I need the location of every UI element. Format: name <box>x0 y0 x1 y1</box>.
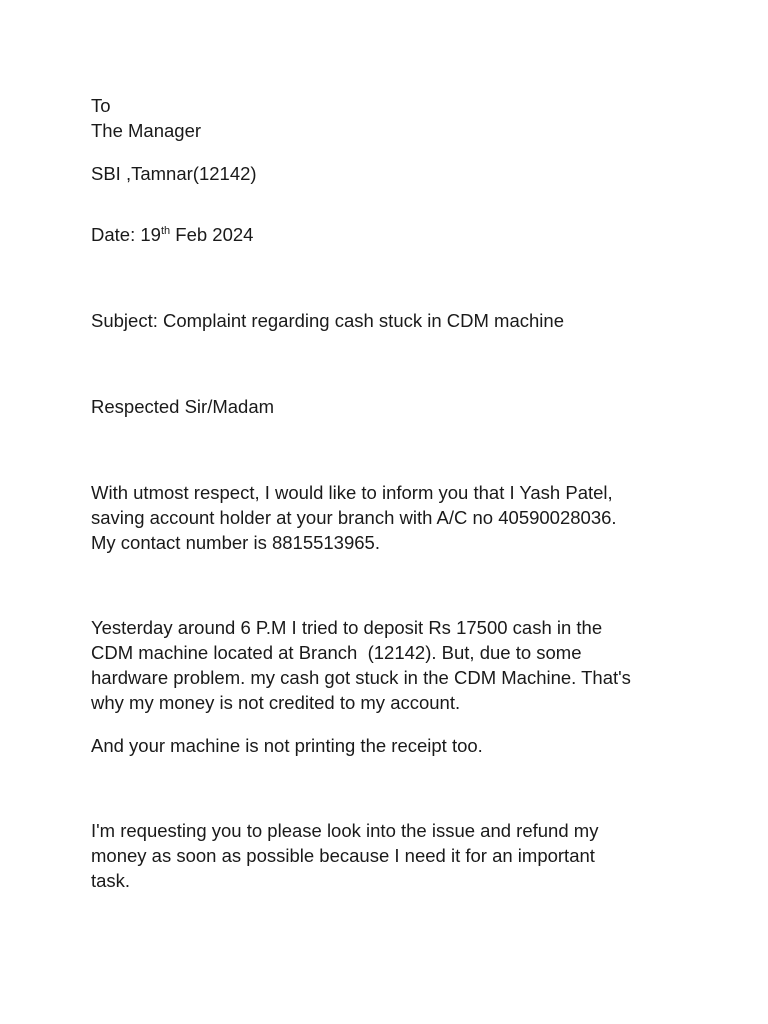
paragraph-line: I'm requesting you to please look into the issue and refund my <box>91 820 599 841</box>
letter-branch: SBI ,Tamnar(12142) <box>91 163 257 184</box>
paragraph-line: money as soon as possible because I need it for an important <box>91 845 595 866</box>
letter-recipient: The Manager <box>91 120 202 141</box>
paragraph-line: saving account holder at your branch with A/C no 40590028036. <box>91 507 617 528</box>
paragraph-line: task. <box>91 870 131 891</box>
paragraph-line: My contact number is 8815513965. <box>91 532 380 553</box>
date-suffix: th <box>160 225 171 237</box>
paragraph-request <box>91 818 691 893</box>
letter-salutation: Respected Sir/Madam <box>91 396 275 417</box>
date-rest: Feb 2024 <box>170 224 254 245</box>
paragraph-line: Yesterday around 6 P.M I tried to deposit Rs 17500 cash in the <box>91 617 603 638</box>
paragraph-line: why my money is not credited to my account. <box>91 692 461 713</box>
paragraph-line: With utmost respect, I would like to inform you that I Yash Patel, <box>91 482 613 503</box>
letter-to: To <box>91 95 111 116</box>
letter-date <box>91 222 253 247</box>
paragraph-receipt: And your machine is not printing the receipt too. <box>91 735 483 756</box>
paragraph-line: CDM machine located at Branch (12142). But, due to some <box>91 642 582 663</box>
paragraph-incident <box>91 615 691 715</box>
letter-subject: Subject: Complaint regarding cash stuck in CDM machine <box>91 310 564 331</box>
paragraph-line: hardware problem. my cash got stuck in the CDM Machine. That's <box>91 667 631 688</box>
date-label: Date: 19 <box>91 224 161 245</box>
paragraph-intro <box>91 480 691 555</box>
